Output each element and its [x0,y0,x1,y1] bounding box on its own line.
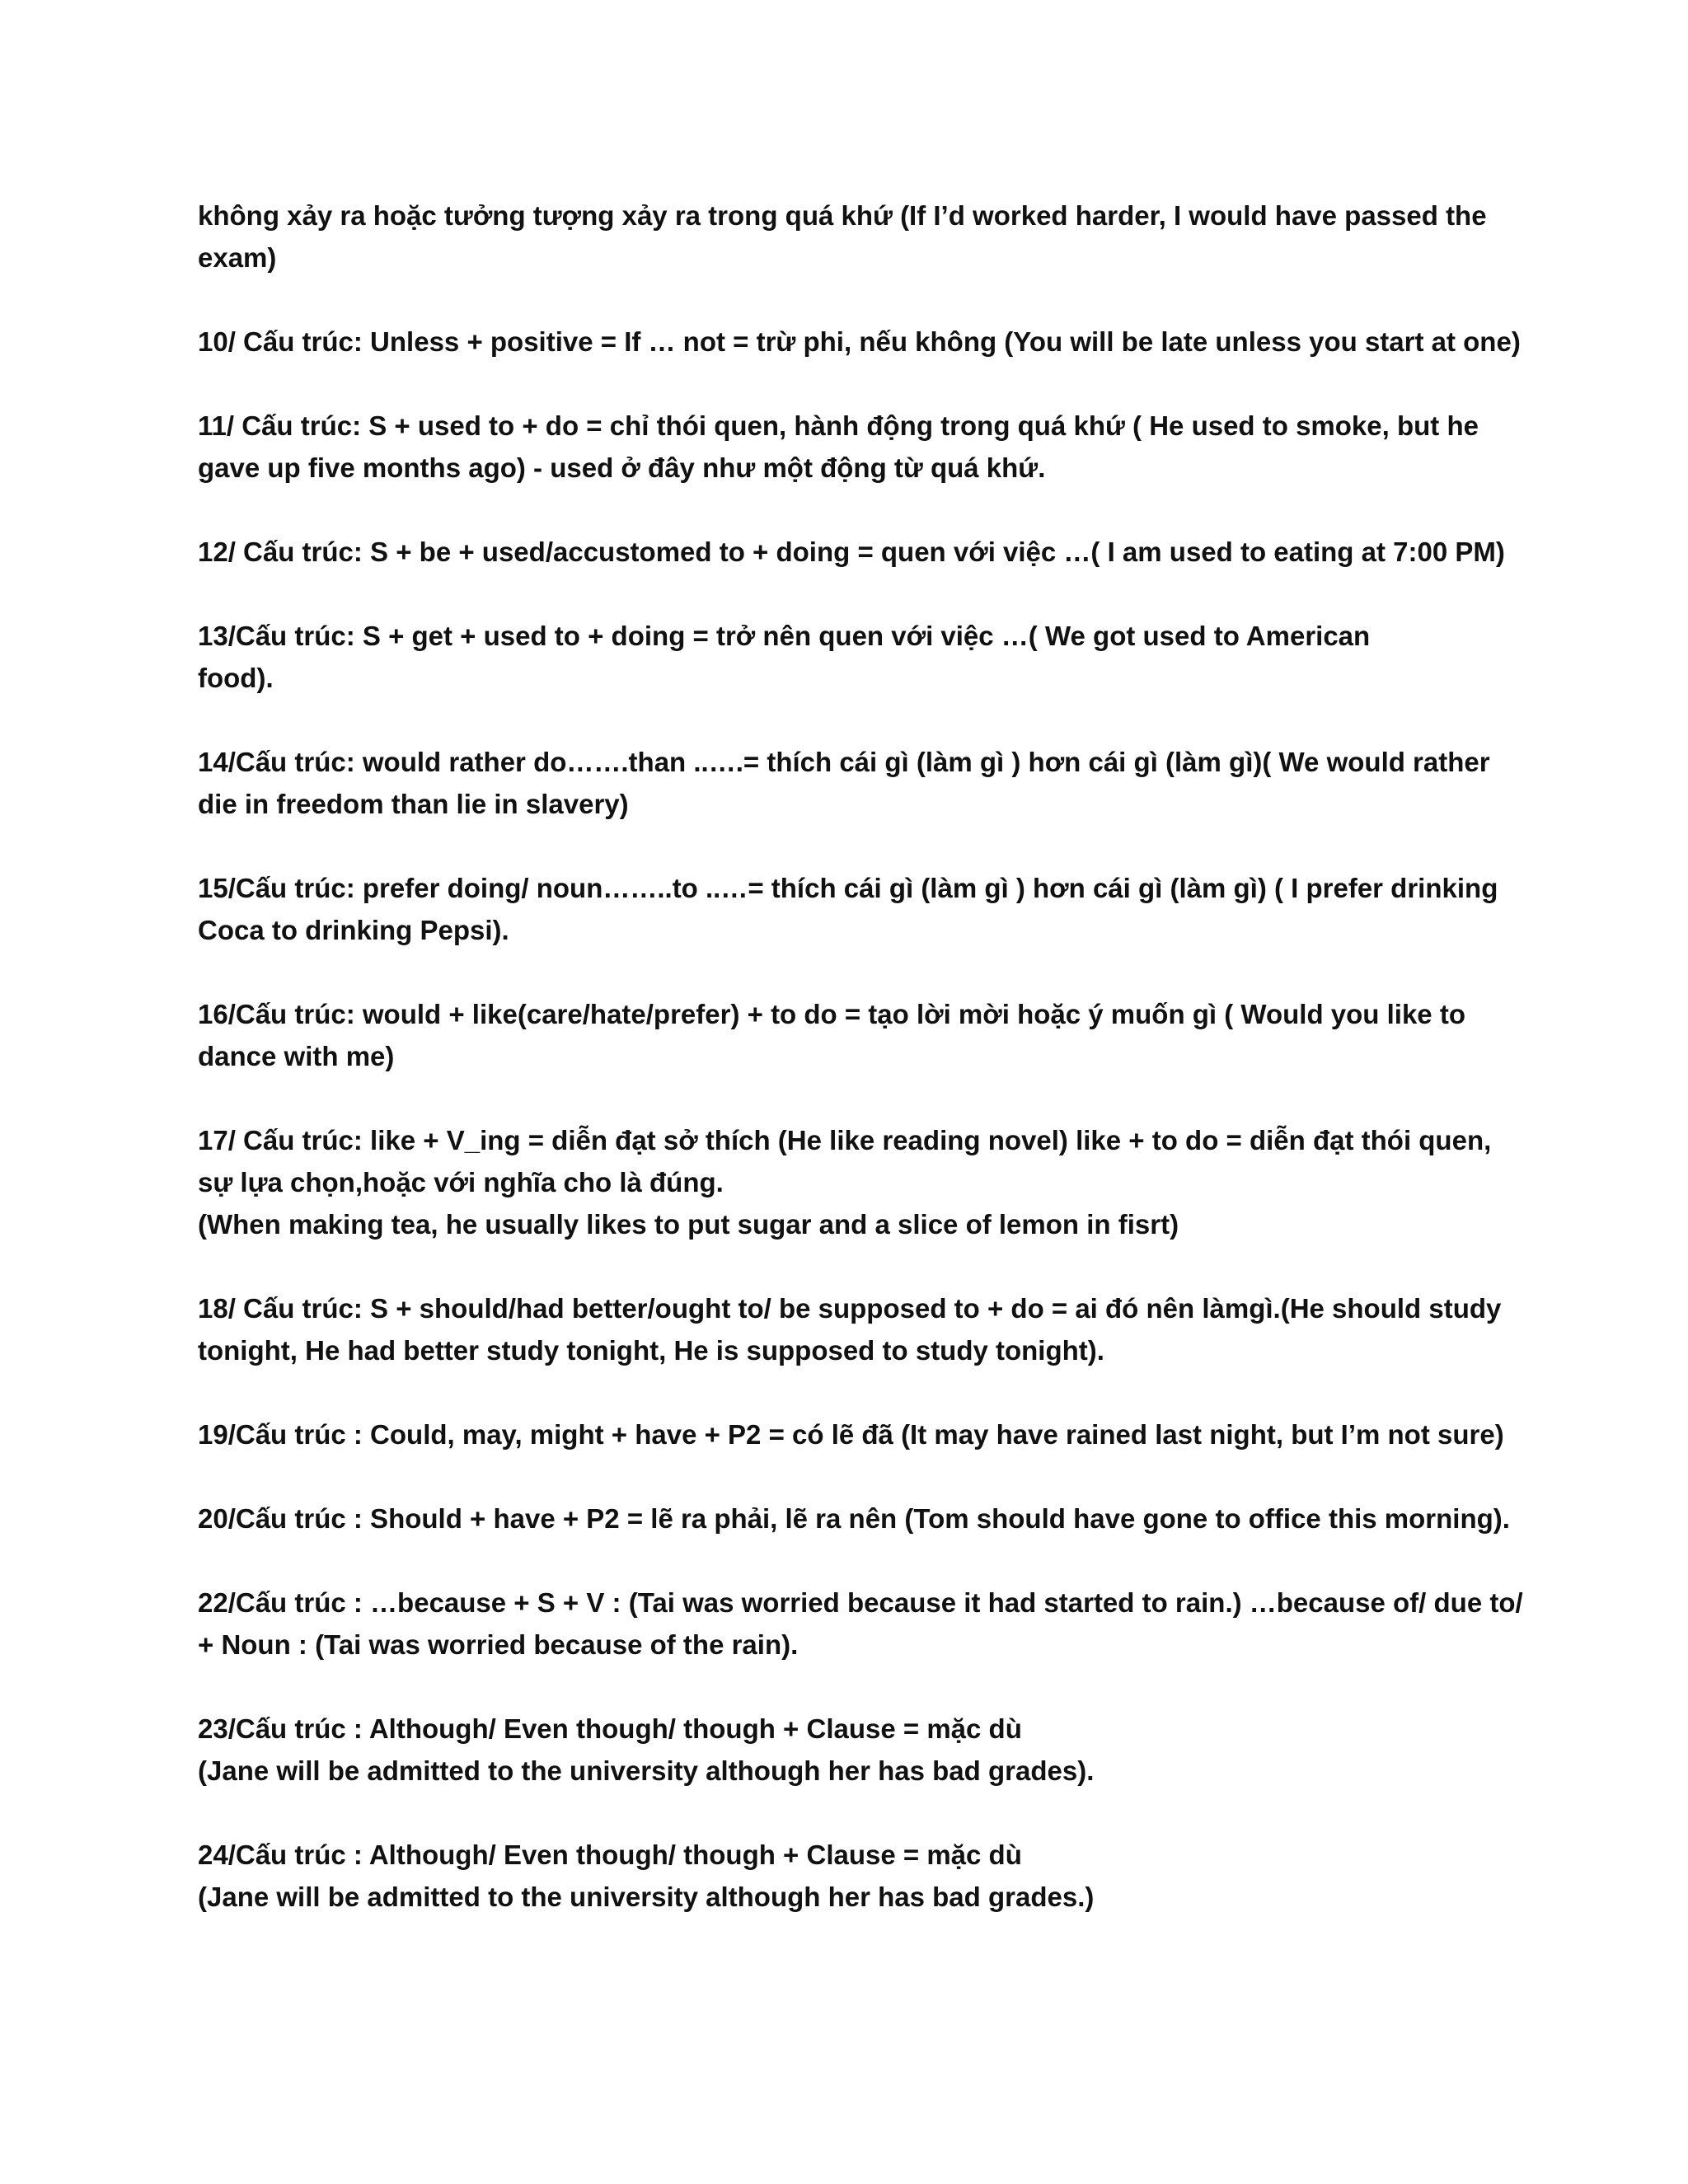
paragraph-15 [198,867,1500,951]
text-line: sự lựa chọn,hoặc với nghĩa cho là đúng. [198,1167,724,1197]
paragraph-20 [198,1497,1510,1540]
text-line: food). [198,663,274,693]
paragraph-14 [198,741,1500,825]
text-line: die in freedom than lie in slavery) [198,789,629,819]
text-line: 18/ Cấu trúc: S + should/had better/ought to/ be supposed to + do = ai đó nên làmgì.(He should study [198,1293,1502,1324]
paragraph-continuation [198,194,1500,279]
paragraph-11 [198,405,1500,489]
text-line: (Jane will be admitted to the university although her has bad grades). [198,1755,1095,1786]
paragraph-18 [198,1287,1500,1371]
text-line: 15/Cấu trúc: prefer doing/ noun……..to ..…= thích cái gì (làm gì ) hơn cái gì (làm gì) ( I prefer drinking [198,873,1498,903]
text-line: 12/ Cấu trúc: S + be + used/accustomed to + doing = quen với việc …( I am used to eating at 7:00 PM) [198,537,1505,567]
text-line: 11/ Cấu trúc: S + used to + do = chỉ thói quen, hành động trong quá khứ ( He used to smoke, but he [198,410,1479,441]
text-line: 24/Cấu trúc : Although/ Even though/ though + Clause = mặc dù [198,1840,1022,1870]
text-line: 17/ Cấu trúc: like + V_ing = diễn đạt sở thích (He like reading novel) like + to do = diễn đạt thói quen, [198,1125,1492,1155]
text-line: exam) [198,242,277,273]
paragraph-12 [198,531,1505,573]
paragraph-10 [198,321,1521,363]
text-line: 22/Cấu trúc : …because + S + V : (Tai was worried because it had started to rain.) …because of/ due to/ [198,1587,1523,1618]
text-line: 23/Cấu trúc : Although/ Even though/ though + Clause = mặc dù [198,1713,1022,1744]
paragraph-19 [198,1413,1504,1455]
paragraph-17 [198,1119,1500,1245]
text-line: 13/Cấu trúc: S + get + used to + doing = trở nên quen với việc …( We got used to American [198,621,1371,651]
text-line: (Jane will be admitted to the university although her has bad grades.) [198,1882,1095,1912]
text-line: tonight, He had better study tonight, He is supposed to study tonight). [198,1335,1104,1366]
text-line: không xảy ra hoặc tưởng tượng xảy ra trong quá khứ (If I’d worked harder, I would have passed the [198,200,1487,231]
paragraph-23 [198,1708,1500,1792]
text-line: + Noun : (Tai was worried because of the rain). [198,1629,799,1660]
paragraph-24 [198,1834,1500,1918]
paragraph-16 [198,993,1500,1077]
text-line: 14/Cấu trúc: would rather do…….than ..….= thích cái gì (làm gì ) hơn cái gì (làm gì)( We would rather [198,747,1490,777]
text-line: dance with me) [198,1041,395,1071]
text-line: (When making tea, he usually likes to put sugar and a slice of lemon in fisrt) [198,1209,1179,1240]
text-line: gave up five months ago) - used ở đây như một động từ quá khứ. [198,452,1046,483]
text-line: 19/Cấu trúc : Could, may, might + have + P2 = có lẽ đã (It may have rained last night, but I’m not sure) [198,1419,1504,1450]
text-line: 16/Cấu trúc: would + like(care/hate/prefer) + to do = tạo lời mời hoặc ý muốn gì ( Would you like to [198,999,1465,1029]
text-line: Coca to drinking Pepsi). [198,915,509,945]
text-line: 20/Cấu trúc : Should + have + P2 = lẽ ra phải, lẽ ra nên (Tom should have gone to office this morning). [198,1503,1510,1534]
paragraph-22 [198,1582,1523,1666]
text-line: 10/ Cấu trúc: Unless + positive = If … not = trừ phi, nếu không (You will be late unless you start at one) [198,326,1521,357]
document-body [198,194,1523,1960]
paragraph-13 [198,615,1500,699]
